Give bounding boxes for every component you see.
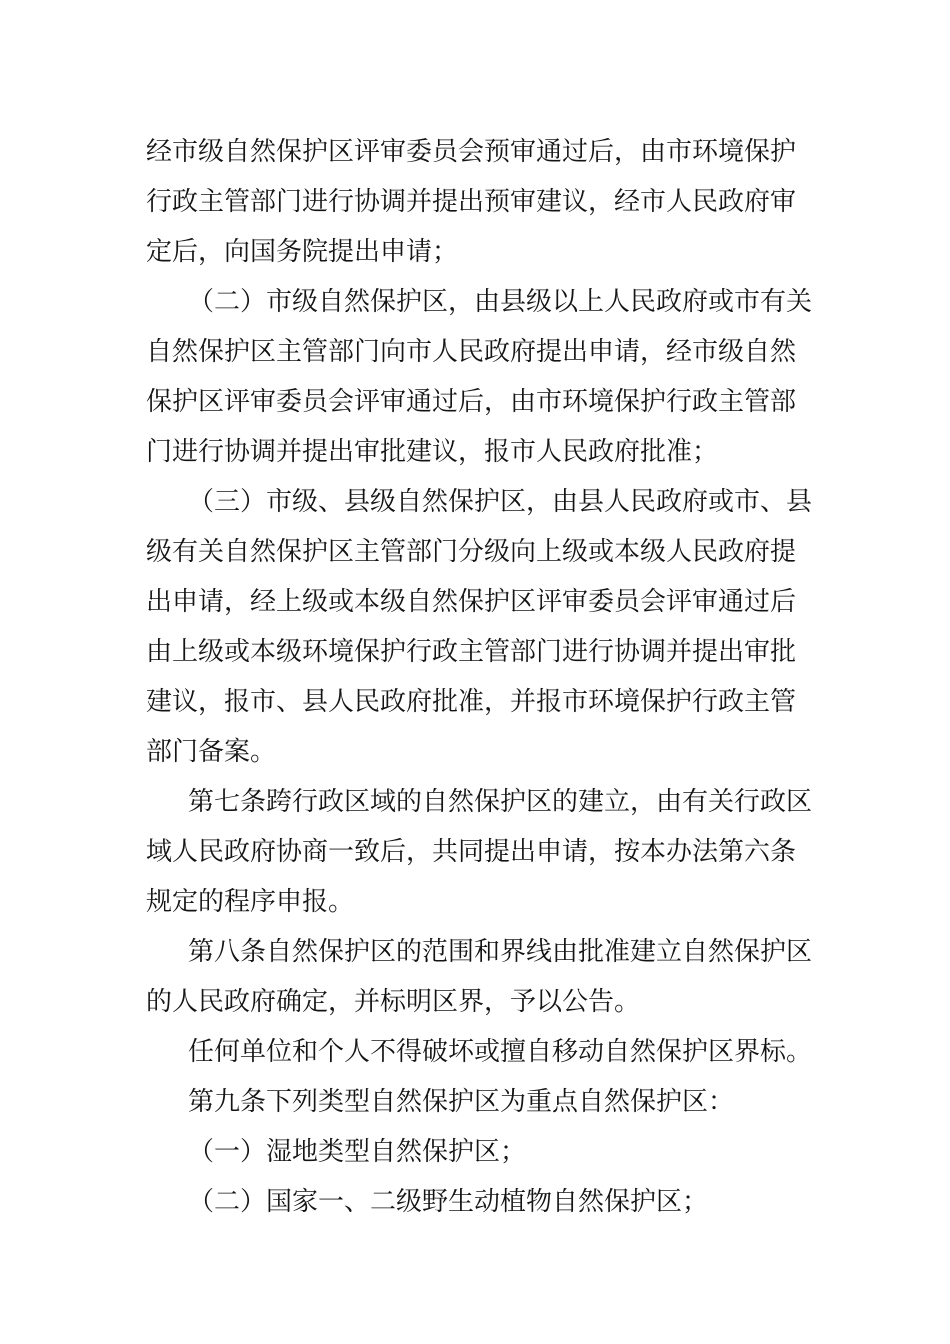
text-line: 建议，报市、县人民政府批准，并报市环境保护行政主管 [146,687,797,717]
paragraph-line: 任何单位和个人不得破坏或擅自移动自然保护区界标。 [188,1037,813,1067]
paragraph-item-3-line: （三）市级、县级自然保护区，由县人民政府或市、县 [188,487,813,517]
text-line: 门进行协调并提出审批建议，报市人民政府批准； [146,437,719,467]
text-line: 出申请，经上级或本级自然保护区评审委员会评审通过后 [146,587,797,617]
text-line: 的人民政府确定，并标明区界，予以公告。 [146,987,641,1017]
text-line: 经市级自然保护区评审委员会预审通过后，由市环境保护 [146,137,797,167]
text-line: 域人民政府协商一致后，共同提出申请，按本办法第六条 [146,837,797,867]
article-8-line: 第八条自然保护区的范围和界线由批准建立自然保护区 [188,937,813,967]
list-item-1-line: （一）湿地类型自然保护区； [188,1137,527,1167]
text-line: 部门备案。 [146,737,277,767]
text-line: 定后，向国务院提出申请； [146,237,459,267]
text-line: 保护区评审委员会评审通过后，由市环境保护行政主管部 [146,387,797,417]
text-line: 由上级或本级环境保护行政主管部门进行协调并提出审批 [146,637,797,667]
article-7-line: 第七条跨行政区域的自然保护区的建立，由有关行政区 [188,787,813,817]
article-9-line: 第九条下列类型自然保护区为重点自然保护区： [188,1087,735,1117]
list-item-2-line: （二）国家一、二级野生动植物自然保护区； [188,1187,709,1217]
text-line: 自然保护区主管部门向市人民政府提出申请，经市级自然 [146,337,797,367]
text-line: 级有关自然保护区主管部门分级向上级或本级人民政府提 [146,537,797,567]
text-line: 行政主管部门进行协调并提出预审建议，经市人民政府审 [146,187,797,217]
text-line: 规定的程序申报。 [146,887,355,917]
paragraph-item-2-line: （二）市级自然保护区，由县级以上人民政府或市有关 [188,287,813,317]
